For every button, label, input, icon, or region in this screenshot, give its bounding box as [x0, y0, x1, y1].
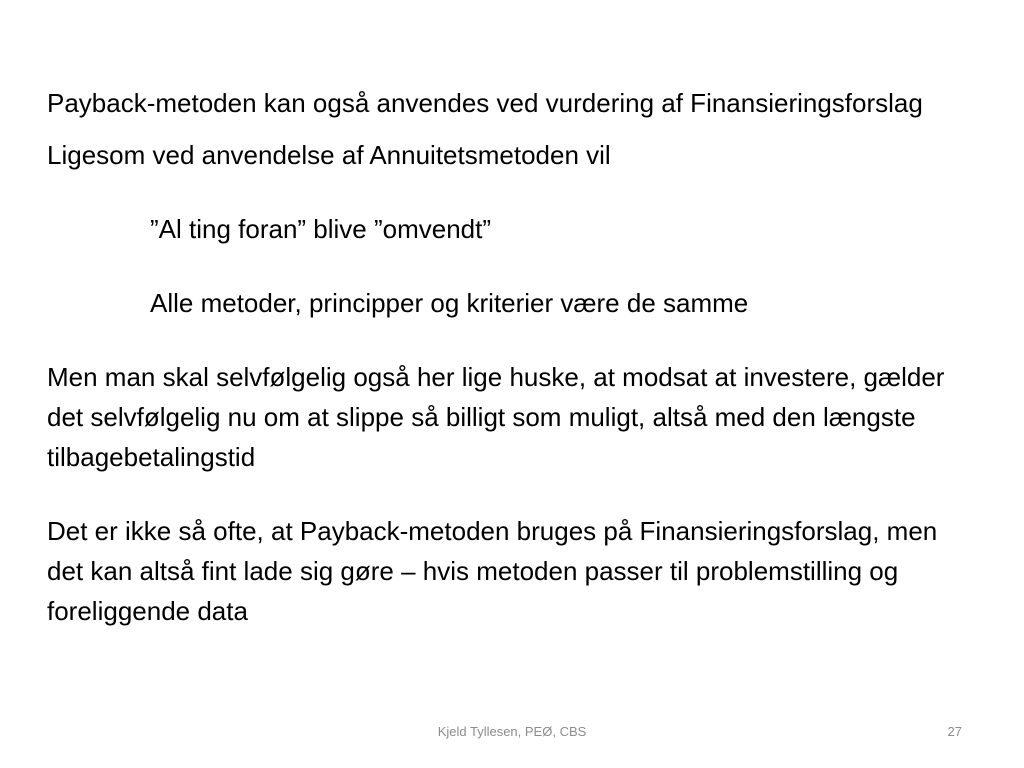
paragraph-reversed-order: ”Al ting foran” blive ”omvendt”: [150, 214, 492, 244]
paragraph-usage-note: Det er ikke så ofte, at Payback-metoden bruges på Finansieringsforslag, men det kan altså fint lade sig gøre – hvis metoden passer til problemstilling og foreliggende data: [47, 516, 938, 626]
paragraph-annuity-comparison: Ligesom ved anvendelse af Annuitetsmetoden vil: [47, 140, 611, 170]
paragraph-same-methods: Alle metoder, principper og kriterier være de samme: [150, 288, 749, 318]
page-number: 27: [947, 724, 962, 739]
footer-author: Kjeld Tyllesen, PEØ, CBS: [437, 724, 587, 739]
slide-footer: [0, 724, 1024, 744]
paragraph-payback-intro: Payback-metoden kan også anvendes ved vurdering af Finansieringsforslag: [47, 88, 923, 118]
paragraph-longest-payback: Men man skal selvfølgelig også her lige huske, at modsat at investere, gælder det selvfølgelig nu om at slippe så billigt som muligt, altså med den længste tilbagebetalingstid: [47, 362, 945, 472]
slide-body: [47, 83, 947, 631]
